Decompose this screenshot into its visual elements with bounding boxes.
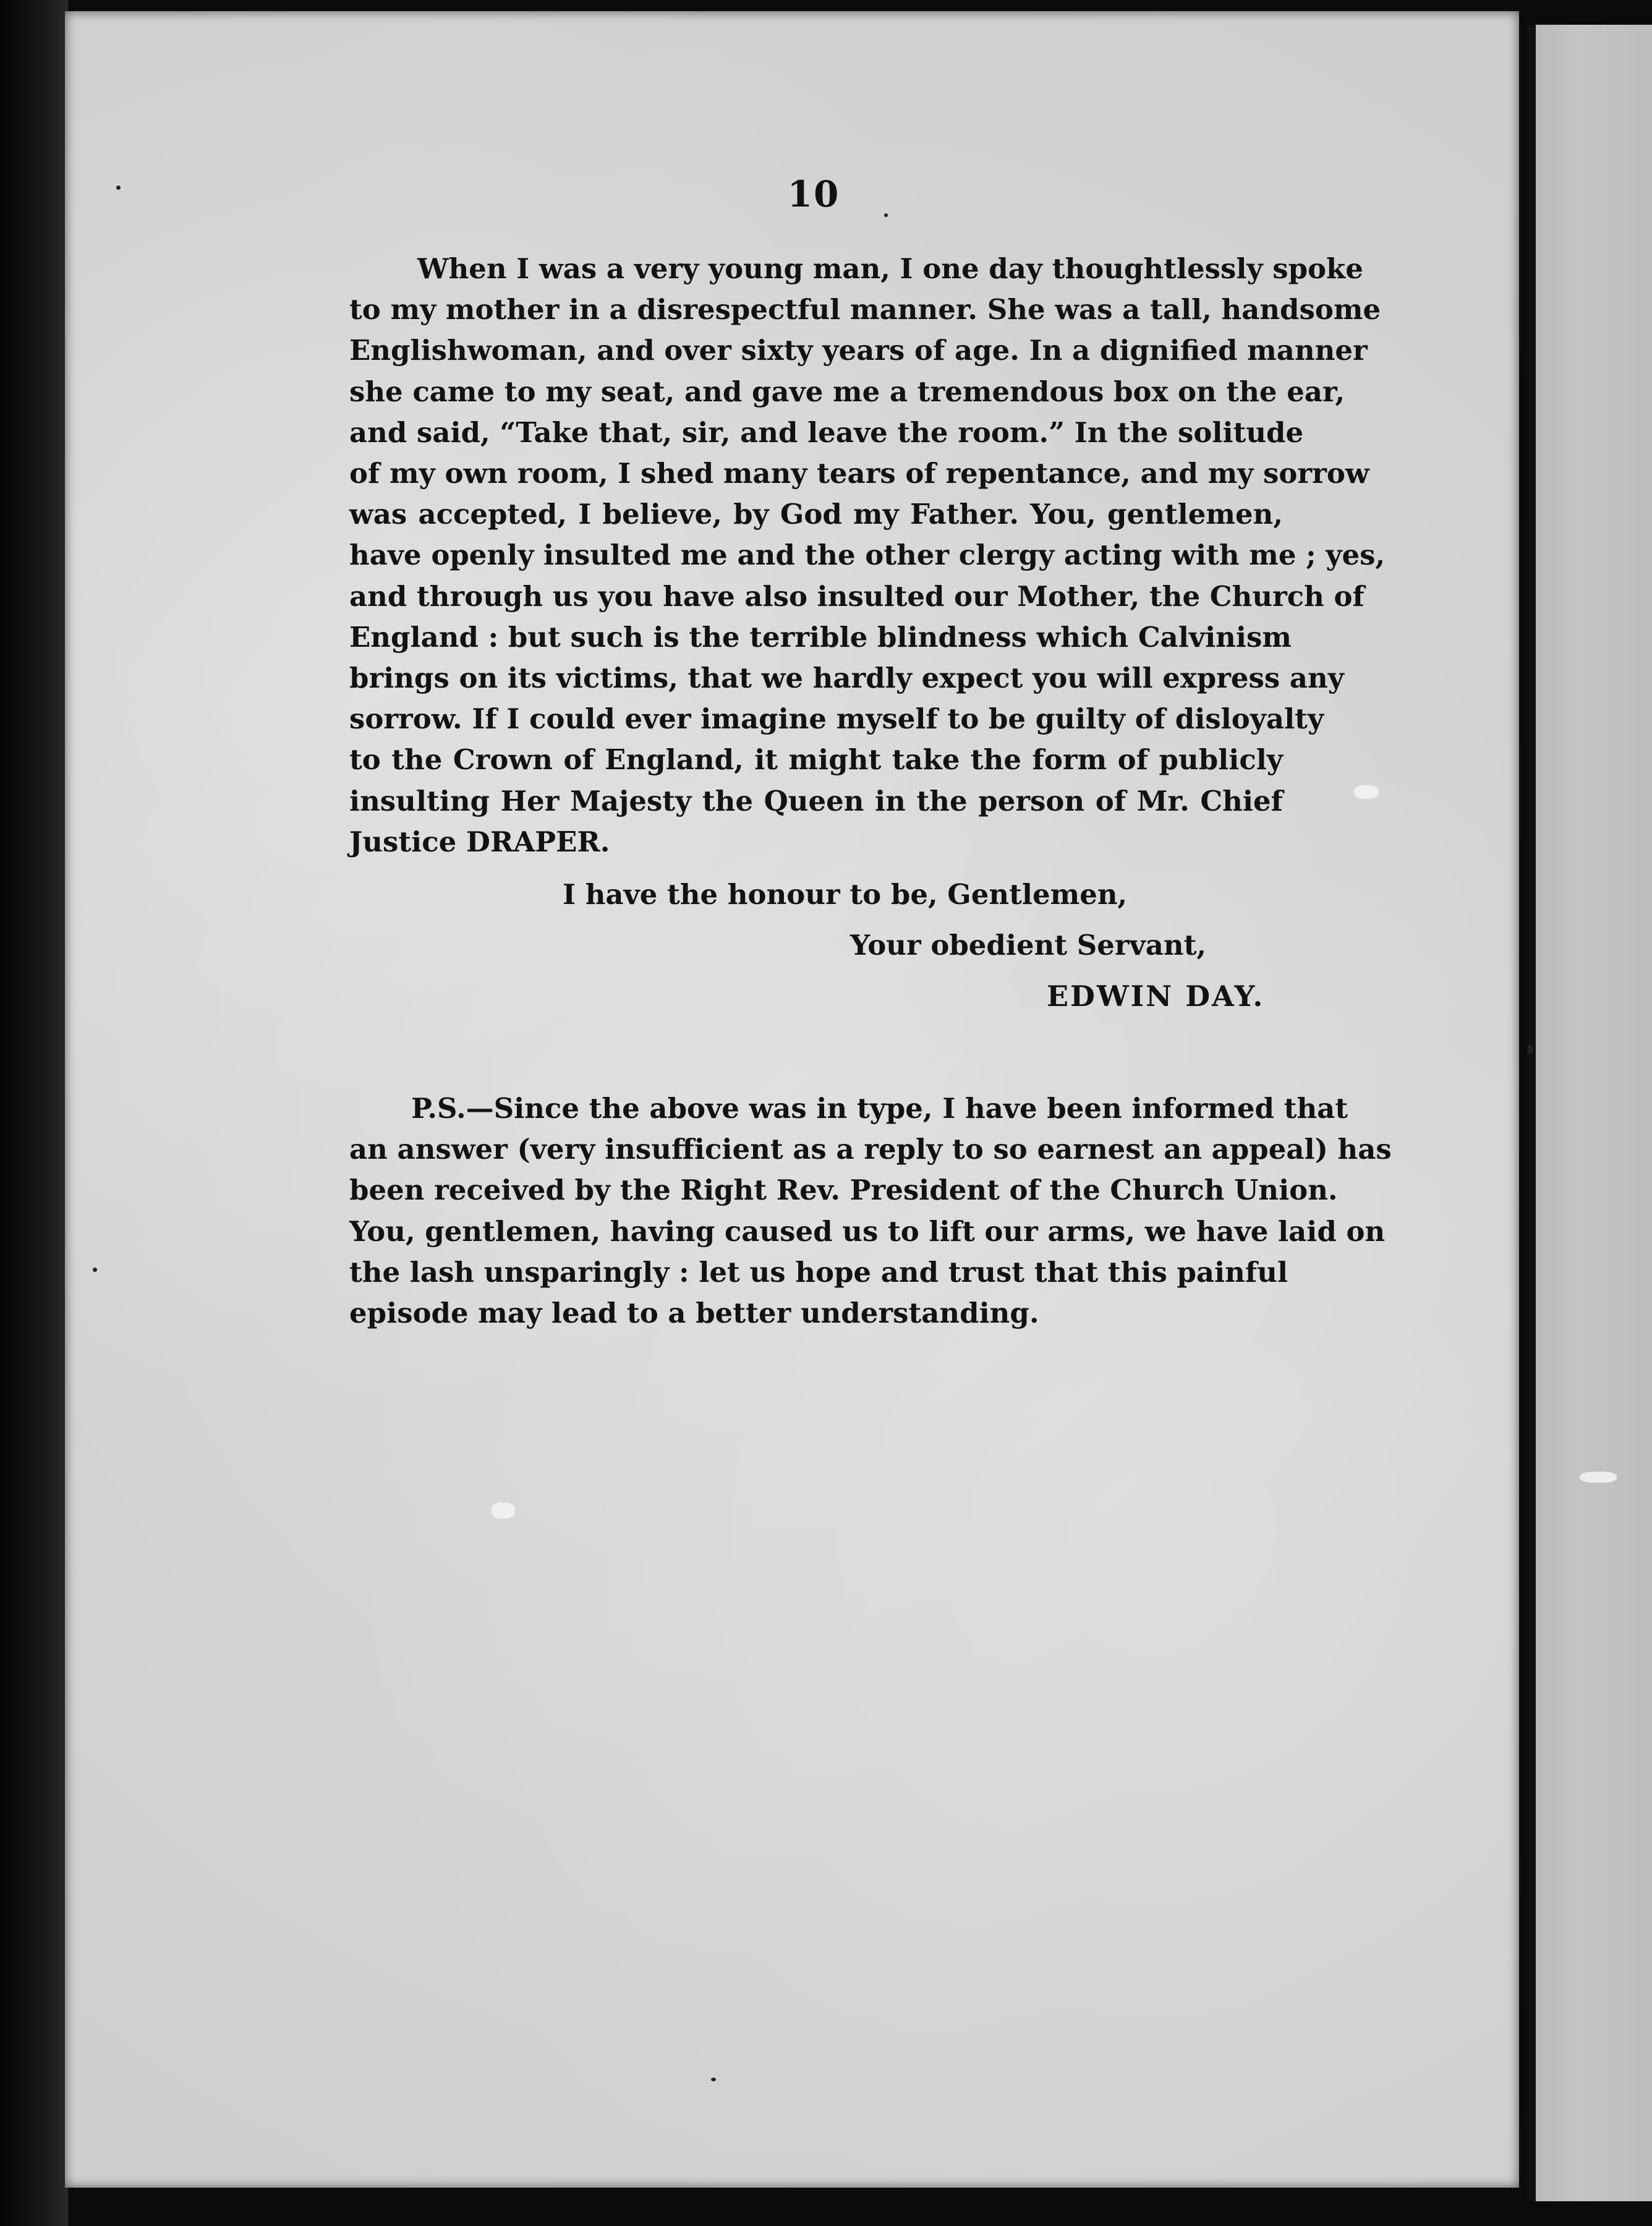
postscript-line: episode may lead to a better understanding. [349,1297,1039,1330]
letter-line: brings on its victims, that we hardly expect you will express any [349,662,1344,695]
dust-speck [711,2078,716,2081]
paper-blemish [1580,1472,1617,1483]
postscript-line: an answer (very insufficient as a reply to so earnest an appeal) has [349,1133,1392,1166]
letter-line: have openly insulted me and the other clergy acting with me ; yes, [349,539,1386,572]
letter-line: England : but such is the terrible blindness which Calvinism [349,620,1292,654]
letter-line: was accepted, I believe, by God my Father. You, gentlemen, [349,498,1283,531]
letter-line: to the Crown of England, it might take the form of publicly [349,743,1283,777]
paper-blemish [1354,785,1379,799]
letter-body [349,249,1386,863]
dust-speck [1527,1045,1533,1054]
postscript-line: P.S.—Since the above was in type, I have been informed that [411,1092,1348,1125]
postscript-line: been received by the Right Rev. President of the Church Union. [349,1174,1338,1207]
closing-salutation: I have the honour to be, Gentlemen, [563,878,1128,911]
closing-servant: Your obedient Servant, [850,929,1207,962]
postscript-line: the lash unsparingly : let us hope and trust that this painful [349,1255,1288,1289]
page-gutter-shadow [1527,25,1536,2201]
letter-line: to my mother in a disrespectful manner. She was a tall, handsome [349,293,1381,326]
adjacent-page-edge [1527,25,1652,2201]
postscript [349,1088,1392,1334]
letter-line: Englishwoman, and over sixty years of age. In a dignified manner [349,334,1368,367]
signature: EDWIN DAY. [1047,979,1265,1013]
page-number: 10 [787,173,840,215]
letter-line: When I was a very young man, I one day thoughtlessly spoke [417,252,1363,285]
dust-speck [93,1268,97,1272]
letter-line: and through us you have also insulted our Mother, the Church of [349,579,1365,613]
dust-speck [116,186,121,190]
letter-line: of my own room, I shed many tears of repentance, and my sorrow [349,457,1369,490]
scan-border-left [0,0,68,2226]
letter-line: insulting Her Majesty the Queen in the person of Mr. Chief [349,784,1283,817]
letter-line: sorrow. If I could ever imagine myself to be guilty of disloyalty [349,702,1324,736]
letter-line: Justice DRAPER. [349,825,610,858]
postscript-line: You, gentlemen, having caused us to lift our arms, we have laid on [349,1214,1386,1248]
letter-line: and said, “Take that, sir, and leave the room.” In the solitude [349,416,1304,449]
letter-line: she came to my seat, and gave me a tremendous box on the ear, [349,375,1345,408]
paper-blemish [492,1503,515,1519]
dust-speck [884,213,888,217]
